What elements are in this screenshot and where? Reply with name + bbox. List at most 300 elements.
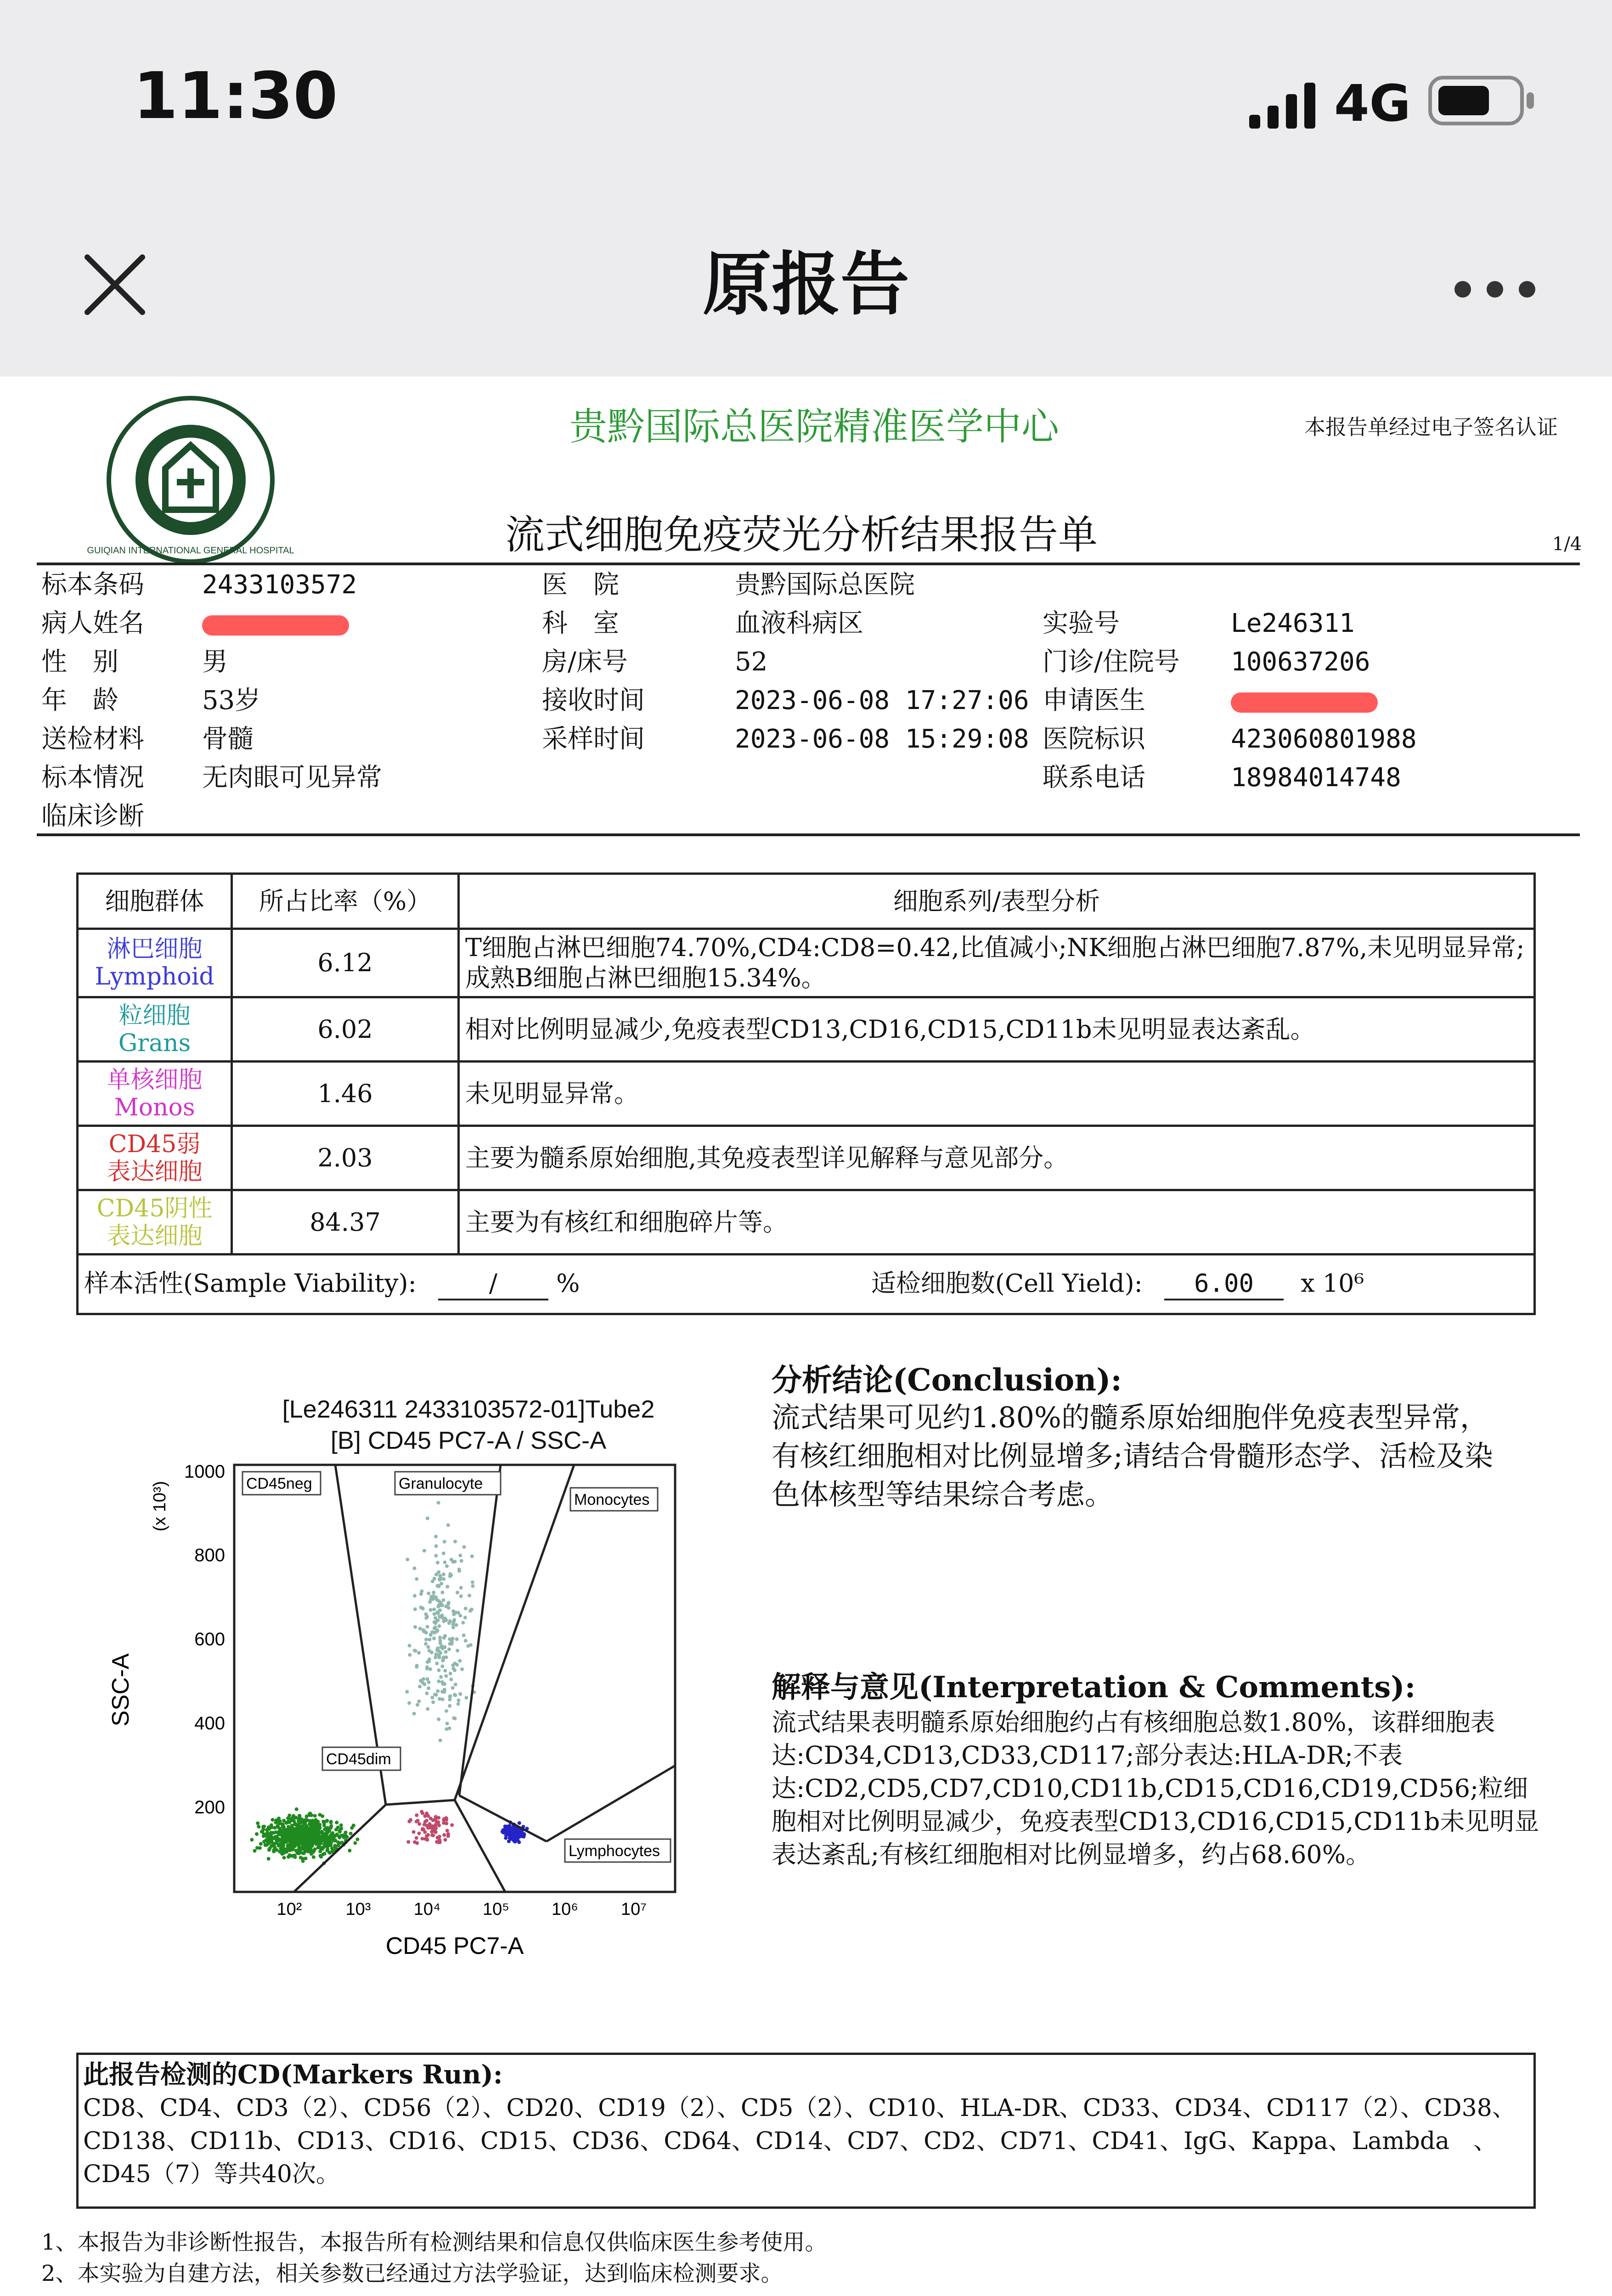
scatter-point [416,1819,420,1823]
scatter-point [425,1812,428,1815]
scatter-point [412,1830,416,1834]
scatter-point [265,1831,269,1835]
ratio-cell: 84.37 [232,1190,459,1255]
scatter-point [282,1819,286,1823]
value: Le246311 [1231,608,1355,638]
scatter-point [425,1667,429,1671]
scatter-point [426,1645,430,1649]
label: 房/床号 [542,647,628,677]
scatter-point [450,1558,453,1561]
scatter-point [415,1665,418,1669]
scatter-point [330,1832,333,1836]
ratio-cell: 6.12 [232,929,459,997]
scatter-point [280,1851,284,1854]
scatter-point [271,1818,275,1822]
scatter-point [282,1856,286,1860]
scatter-point [461,1621,465,1625]
scatter-point [266,1841,270,1845]
scatter-point [415,1836,418,1840]
scatter-point [428,1667,432,1671]
scatter-point [293,1842,297,1846]
gate-label: CD45neg [246,1475,312,1492]
scatter-point [433,1631,436,1634]
group-cell [78,1190,232,1255]
scatter-point [436,1689,440,1693]
scatter-point [418,1685,422,1688]
scatter-point [459,1586,463,1590]
scatter-point [427,1681,431,1684]
markers-box [76,2053,1536,2209]
label: 医 院 [542,570,619,600]
table-header: 所占比率（%） [232,874,459,929]
scatter-point [453,1668,457,1672]
plot-title-line2: [B] CD45 PC7-A / SSC-A [330,1427,607,1454]
scatter-point [277,1830,281,1834]
scatter-point [425,1615,429,1619]
logo-text: GUIQIAN INTERNATIONAL GENERAL HOSPITAL [87,546,294,556]
scatter-point [425,1834,428,1838]
scatter-point [417,1699,421,1703]
signal-icon [1249,83,1323,129]
scatter-point [257,1825,260,1829]
scatter-point [431,1834,435,1837]
scatter-point [335,1833,339,1837]
scatter-point [443,1540,446,1543]
interpretation-text: 流式结果表明髓系原始细胞约占有核细胞总数1.80%，该群细胞表达:CD34,CD13,CD33,CD117;部分表达:HLA-DR;不表达:CD2,CD5,CD7,CD10,CD11b,CD15,CD16,CD19,CD56;粒细胞相对比例明显减少，免疫表型CD13,CD16,CD15,CD11b未见明显表达紊乱;有核红细胞相对比例显增多，约占68.60%。 [772,1708,1539,1869]
scatter-point [457,1568,461,1571]
scatter-point [433,1693,437,1696]
scatter-point [445,1822,448,1825]
scatter-point [458,1659,462,1663]
title-divider [37,563,1580,565]
scatter-point [408,1644,411,1648]
scatter-point [439,1675,443,1679]
scatter-point [333,1838,337,1842]
label: 病人姓名 [41,608,144,638]
group-name-en: Grans [118,1029,191,1057]
scatter-point [277,1844,281,1847]
scatter-point [437,1624,441,1628]
markers-title: 此报告检测的CD(Markers Run): [83,2060,503,2090]
scatter-point [427,1592,430,1595]
scatter-point [297,1843,301,1846]
scatter-point [429,1633,433,1637]
scatter-point [445,1722,449,1725]
scatter-point [329,1820,333,1823]
scatter-point [275,1841,278,1845]
page-title: 原报告 [702,245,909,325]
scatter-point [320,1847,323,1851]
scatter-point [437,1585,441,1588]
scatter-point [470,1608,473,1611]
scatter-point [405,1690,409,1694]
scatter-point [420,1810,423,1813]
group-name: CD45阴性 [96,1194,213,1222]
scatter-point [255,1832,259,1836]
scatter-point [304,1857,308,1860]
scatter-point [321,1852,325,1856]
scatter-point [312,1829,316,1833]
group-name-en: 表达细胞 [107,1158,203,1186]
scatter-point [324,1840,327,1844]
scatter-point [445,1585,449,1588]
label: 医院标识 [1043,724,1145,754]
scatter-point [466,1644,470,1648]
scatter-point [464,1607,468,1610]
scatter-point [333,1844,337,1847]
label: 采样时间 [542,724,645,754]
scatter-point [432,1608,436,1611]
scatter-point [420,1606,424,1609]
more-icon[interactable] [1451,276,1543,303]
scatter-point [438,1697,441,1701]
scatter-point [425,1692,429,1695]
scatter-point [457,1702,460,1706]
scatter-point [436,1561,440,1564]
scatter-point [456,1591,459,1594]
scatter-point [267,1848,271,1852]
table-row [78,997,1535,1062]
group-name: 淋巴细胞 [107,935,203,963]
scatter-point [349,1832,353,1835]
scatter-point [451,1686,455,1690]
cell-analysis-table [76,872,1536,1315]
scatter-point [413,1594,417,1598]
hospital-name: 贵黔国际总医院精准医学中心 [569,405,1060,449]
scatter-point [432,1637,436,1640]
scatter-point [250,1838,254,1841]
label: 实验号 [1043,608,1120,638]
scatter-point [415,1813,418,1817]
scatter-point [271,1831,275,1835]
scatter-point [427,1660,431,1663]
scatter-point [430,1696,434,1699]
value: 423060801988 [1231,724,1417,754]
table-row [78,1126,1535,1190]
scatter-point [463,1616,467,1620]
scatter-point [417,1832,421,1835]
scatter-point [448,1694,452,1698]
scatter-point [417,1651,421,1654]
report-document [0,377,1612,2296]
scatter-point [267,1857,271,1861]
scatter-point [310,1843,313,1846]
table-header: 细胞群体 [78,874,232,929]
scatter-point [431,1700,435,1704]
scatter-point [273,1826,277,1829]
scatter-point [321,1837,325,1840]
gate-label: CD45dim [326,1750,391,1768]
scatter-point [304,1835,307,1839]
scatter-point [269,1837,272,1841]
scatter-point [318,1826,322,1829]
scatter-point [295,1807,299,1811]
scatter-point [460,1667,464,1671]
y-tick: 600 [194,1629,225,1649]
scatter-point [413,1840,417,1844]
scatter-point [449,1677,453,1681]
value: 男 [202,647,228,677]
ratio-cell: 1.46 [232,1062,459,1126]
scatter-point [452,1716,456,1720]
scatter-point [315,1842,318,1846]
scatter-point [521,1832,524,1835]
group-cell [78,1062,232,1126]
scatter-point [444,1838,447,1842]
scatter-point [439,1639,442,1643]
yield-unit: x 10⁶ [1301,1268,1364,1298]
scatter-point [339,1834,343,1838]
scatter-point [306,1831,310,1835]
scatter-point [415,1577,418,1581]
battery-icon [1428,76,1539,126]
scatter-point [313,1847,317,1851]
scatter-point [434,1544,438,1548]
label: 送检材料 [41,724,144,754]
y-ticks [184,1462,225,1818]
scatter-point [350,1826,354,1830]
scatter-point [423,1823,426,1826]
scatter-point [435,1662,439,1666]
scatter-point [327,1851,331,1854]
value: 骨髓 [202,724,254,754]
x-ticks [277,1900,647,1919]
y-tick: 200 [194,1797,225,1818]
nav-bar [0,193,1612,377]
desc-cell: 主要为髓系原始细胞,其免疫表型详见解释与意见部分。 [459,1126,1535,1190]
scatter-point [282,1841,286,1845]
scatter-point [447,1648,451,1651]
scatter-point [445,1709,448,1713]
scatter-point [258,1846,262,1850]
label: 标本情况 [41,763,144,793]
scatter-point [442,1818,445,1822]
scatter-point [443,1682,446,1686]
scatter-point [514,1827,518,1830]
scatter-point [468,1594,471,1598]
value: 100637206 [1231,647,1370,677]
viability-value: / [438,1268,548,1300]
scatter-point [437,1717,440,1721]
scatter-point [506,1827,510,1831]
value: 2023-06-08 17:27:06 [735,686,1029,715]
y-tick: 800 [194,1545,225,1565]
scatter-point [433,1577,436,1581]
scatter-point [434,1655,437,1659]
scatter-point [445,1655,448,1659]
scatter-point [440,1665,444,1668]
scatter-point [443,1669,447,1672]
scatter-point [446,1835,450,1838]
scatter-point [325,1835,328,1839]
scatter-point [310,1813,313,1817]
scatter-point [294,1849,298,1852]
scatter-point [306,1826,310,1830]
gate-label: Granulocyte [399,1475,483,1492]
value: 血液科病区 [735,608,863,638]
scatter-point [339,1823,343,1827]
scatter-point [437,1823,441,1827]
scatter-point [267,1826,271,1830]
scatter-point [438,1604,441,1607]
scatter-point [443,1690,446,1694]
scatter-point [442,1573,445,1576]
viability-unit: % [556,1268,580,1298]
label: 申请医生 [1043,686,1145,715]
scatter-point [423,1683,426,1686]
value: 53岁 [202,686,261,715]
scatter-point [451,1622,455,1626]
table-row [78,1062,1535,1126]
patient-info [41,566,1417,836]
table-row [78,1255,1535,1314]
page-mark: 1/4 [1552,534,1582,555]
scatter-point [310,1851,314,1855]
scatter-point [407,1701,411,1705]
scatter-point [434,1535,438,1538]
scatter-point [338,1829,342,1833]
scatter-point [315,1821,319,1825]
scatter-point [430,1651,434,1654]
scatter-point [451,1626,455,1629]
gate-label: Monocytes [574,1491,650,1508]
scatter-point [437,1679,440,1683]
scatter-point [427,1686,430,1690]
scatter-point [344,1831,348,1835]
scatter-point [293,1855,297,1859]
scatter-point [302,1822,306,1825]
scatter-point [272,1848,276,1852]
x-tick: 10² [276,1900,302,1919]
plot-title-line1: [Le246311 2433103572-01]Tube2 [282,1396,655,1423]
scatter-point [326,1847,329,1851]
scatter-point [444,1650,448,1654]
hospital-logo [87,395,294,565]
scatter-point [458,1692,462,1696]
scatter-point [448,1704,451,1708]
group-name: CD45弱 [108,1130,201,1158]
flow-scatter-plot [107,1451,707,2030]
yield-label: 适检细胞数(Cell Yield): [871,1268,1143,1298]
yield-cell [78,1255,1535,1314]
table-row [78,1190,1535,1255]
scatter-point [408,1653,411,1657]
scatter-point [425,1819,428,1823]
network-label: 4G [1334,74,1411,133]
note-2: 2、本实验为自建方法，相关参数已经通过方法学验证，达到临床检测要求。 [41,2261,783,2286]
y-axis-label: SSC-A [107,1653,134,1727]
scatter-point [256,1822,259,1825]
x-tick: 10⁶ [552,1900,578,1919]
scatter-point [294,1816,298,1819]
scatter-point [446,1523,450,1527]
scatter-point [445,1727,449,1731]
scatter-point [462,1545,466,1549]
scatter-point [470,1554,474,1558]
scatter-point [437,1668,441,1672]
scatter-point [294,1822,298,1826]
scatter-point [453,1540,457,1543]
scatter-point [425,1837,429,1841]
group-cell [78,997,232,1062]
value: 2023-06-08 15:29:08 [735,724,1029,754]
scatter-point [437,1599,441,1603]
value: 2433103572 [202,570,357,600]
scatter-point [259,1842,263,1846]
scatter-point [313,1814,317,1818]
scatter-point [517,1834,521,1837]
value: 贵黔国际总医院 [735,570,915,600]
y-tick: 400 [194,1713,225,1733]
group-cell [78,1126,232,1190]
group-name: 粒细胞 [118,1002,191,1030]
scatter-point [442,1598,445,1602]
scatter-point [445,1618,448,1622]
scatter-point [435,1619,439,1622]
scatter-point [448,1619,452,1623]
scatter-point [355,1838,359,1841]
scatter-point [412,1712,416,1716]
label: 性 别 [41,647,118,677]
ratio-cell: 2.03 [232,1126,459,1190]
scatter-point [431,1818,435,1822]
scatter-point [432,1591,435,1594]
scatter-point [297,1850,301,1853]
scatter-point [253,1849,257,1853]
conclusion-title: 分析结论(Conclusion): [772,1362,1122,1398]
interpretation-title: 解释与意见(Interpretation & Comments): [772,1670,1416,1705]
scatter-point [348,1849,351,1852]
scatter-point [306,1818,310,1822]
scatter-point [455,1663,459,1666]
scatter-point [302,1851,306,1855]
scatter-point [299,1818,303,1821]
scatter-point [309,1835,312,1839]
scatter-point [439,1645,443,1649]
scatter-point [518,1821,521,1825]
desc-cell: T细胞占淋巴细胞74.70%,CD4:CD8=0.42,比值减小;NK细胞占淋巴细胞7.87%,未见明显异常;成熟B细胞占淋巴细胞15.34%。 [459,929,1535,997]
scatter-point [464,1639,468,1643]
scatter-point [279,1847,282,1851]
x-tick: 10³ [345,1900,371,1919]
scatter-point [298,1814,301,1818]
scatter-point [298,1846,301,1850]
scatter-point [406,1840,410,1844]
scatter-point [287,1814,291,1818]
scatter-point [424,1642,428,1646]
scatter-point [298,1825,301,1829]
scatter-point [428,1638,432,1641]
group-name-en: 表达细胞 [107,1222,203,1250]
scatter-point [334,1828,338,1831]
gate-label: Lymphocytes [569,1842,660,1860]
scatter-point [422,1630,426,1633]
scatter-point [413,1566,417,1570]
label: 门诊/住院号 [1043,647,1180,677]
scatter-point [325,1829,328,1833]
info-divider [37,833,1580,836]
label: 科 室 [542,608,619,638]
scatter-point [437,1501,440,1505]
label: 标本条码 [41,570,144,600]
scatter-point [431,1824,434,1828]
yield-value: 6.00 [1164,1268,1284,1300]
scatter-point [421,1827,424,1831]
desc-cell: 主要为有核红和细胞碎片等。 [459,1190,1535,1255]
report-title: 流式细胞免疫荧光分析结果报告单 [505,512,1098,558]
scatter-point [426,1677,429,1681]
ratio-cell: 6.02 [232,997,459,1062]
